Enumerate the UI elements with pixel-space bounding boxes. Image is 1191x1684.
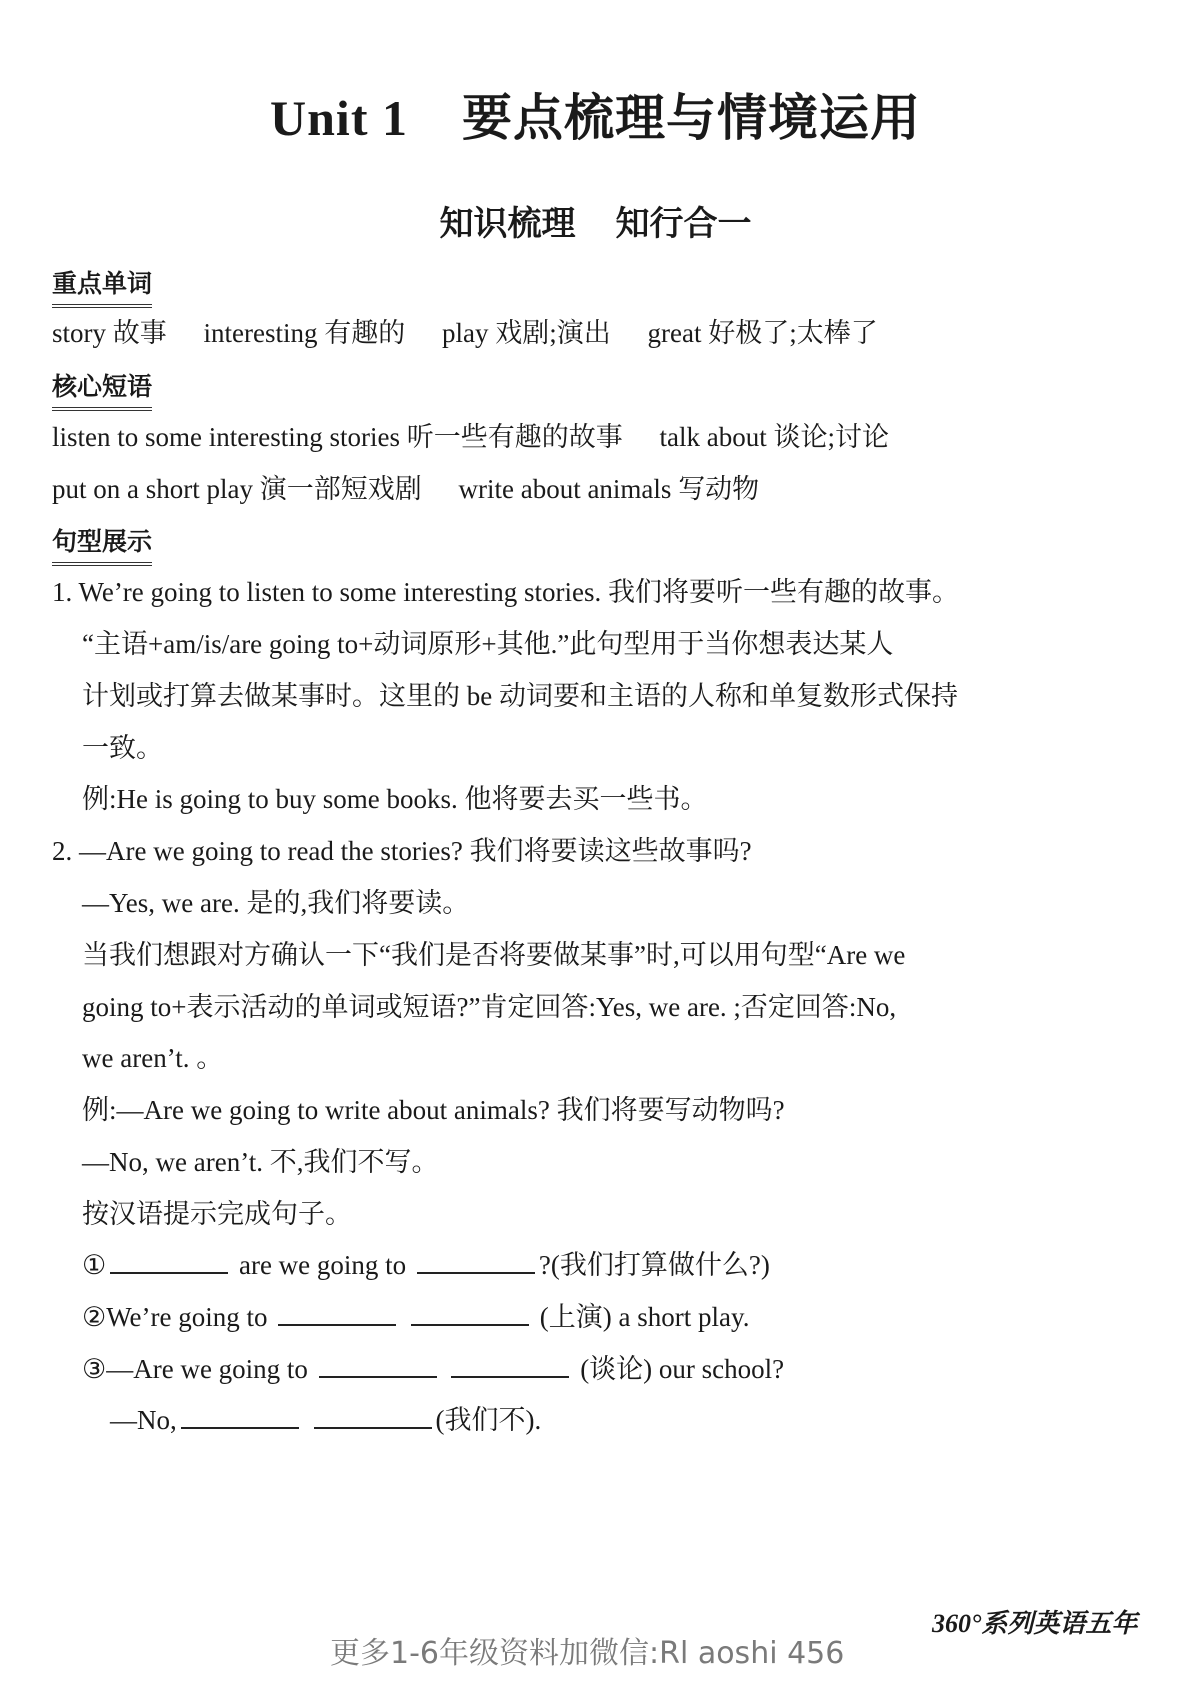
pattern-2-explanation: going to+表示活动的单词或短语?”肯定回答:Yes, we are. ;否定回答:No, (82, 992, 897, 1022)
question-hint: ?(我们打算做什么?) (538, 1250, 770, 1280)
vocab-en: great (647, 318, 702, 348)
phrase-en: talk about (659, 422, 767, 452)
phrase-line (52, 420, 889, 454)
question-number: ① (82, 1250, 107, 1280)
subtitle-left: 知识梳理 (439, 204, 576, 244)
heading-patterns: 句型展示 (52, 526, 152, 566)
question-text: —No, (110, 1405, 177, 1435)
phrase-en: put on a short play (52, 474, 253, 504)
question-hint: (上演) a short play. (539, 1302, 750, 1332)
exercise-question-3 (82, 1352, 784, 1386)
vocab-zh: 故事 (112, 318, 167, 348)
phrase-zh: 写动物 (678, 474, 760, 504)
section-subtitle (0, 196, 1191, 245)
phrase-zh: 演一部短戏剧 (259, 474, 422, 504)
answer-blank[interactable] (411, 1300, 529, 1326)
pattern-1-sentence: 1. We’re going to listen to some interesting stories. 我们将要听一些有趣的故事。 (52, 577, 959, 607)
phrase-en: listen to some interesting stories (52, 422, 400, 452)
answer-blank[interactable] (319, 1352, 437, 1378)
pattern-2-explanation: 当我们想跟对方确认一下“我们是否将要做某事”时,可以用句型“Are we (82, 940, 906, 970)
vocab-zh: 好极了;太棒了 (708, 318, 878, 348)
exercise-instruction: 按汉语提示完成句子。 (82, 1199, 352, 1229)
pattern-1-explanation: 计划或打算去做某事时。这里的 be 动词要和主语的人称和单复数形式保持 (82, 681, 958, 711)
question-text: We’re going to (106, 1302, 268, 1332)
question-hint: (我们不). (435, 1405, 542, 1435)
pattern-2-example: 例:—Are we going to write about animals? 我们将要写动物吗? (82, 1095, 785, 1125)
footer-brand: 360°系列英语五年 (932, 1609, 1138, 1638)
answer-blank[interactable] (181, 1403, 299, 1429)
answer-blank[interactable] (417, 1248, 535, 1274)
heading-phrases: 核心短语 (52, 371, 152, 411)
vocab-en: interesting (203, 318, 318, 348)
pattern-1-explanation: “主语+am/is/are going to+动词原形+其他.”此句型用于当你想表达某人 (82, 629, 894, 659)
pattern-1-example: 例:He is going to buy some books. 他将要去买一些书。 (82, 784, 708, 814)
pattern-2-answer: —Yes, we are. 是的,我们将要读。 (82, 888, 470, 918)
question-number: ③ (82, 1354, 107, 1384)
title-text: 要点梳理与情境运用 (461, 90, 921, 146)
answer-blank[interactable] (314, 1403, 432, 1429)
vocab-zh: 有趣的 (324, 318, 406, 348)
exercise-question-1 (82, 1248, 770, 1282)
vocab-en: story (52, 318, 106, 348)
pattern-2-question: 2. —Are we going to read the stories? 我们将要读这些故事吗? (52, 836, 752, 866)
pattern-2-example: —No, we aren’t. 不,我们不写。 (82, 1147, 439, 1177)
unit-label: Unit 1 (270, 90, 408, 146)
phrase-zh: 听一些有趣的故事 (406, 422, 623, 452)
question-number: ② (82, 1302, 107, 1332)
question-text: —Are we going to (106, 1354, 308, 1384)
watermark-text: 更多1-6年级资料加微信:Rl aoshi 456 (330, 1636, 845, 1671)
subtitle-right: 知行合一 (615, 204, 752, 244)
answer-blank[interactable] (278, 1300, 396, 1326)
vocab-zh: 戏剧;演出 (495, 318, 611, 348)
answer-blank[interactable] (110, 1248, 228, 1274)
exercise-question-2 (82, 1300, 749, 1334)
answer-blank[interactable] (451, 1352, 569, 1378)
pattern-2-explanation: we aren’t. 。 (82, 1043, 224, 1073)
vocab-line (52, 316, 878, 350)
phrase-en: write about animals (458, 474, 672, 504)
phrase-line (52, 472, 759, 506)
heading-vocab: 重点单词 (52, 268, 152, 308)
pattern-1-explanation: 一致。 (82, 733, 163, 763)
question-text: are we going to (238, 1250, 407, 1280)
page-title (0, 78, 1191, 150)
exercise-question-3-answer (110, 1403, 541, 1437)
question-hint: (谈论) our school? (580, 1354, 785, 1384)
vocab-en: play (441, 318, 489, 348)
phrase-zh: 谈论;讨论 (773, 422, 889, 452)
